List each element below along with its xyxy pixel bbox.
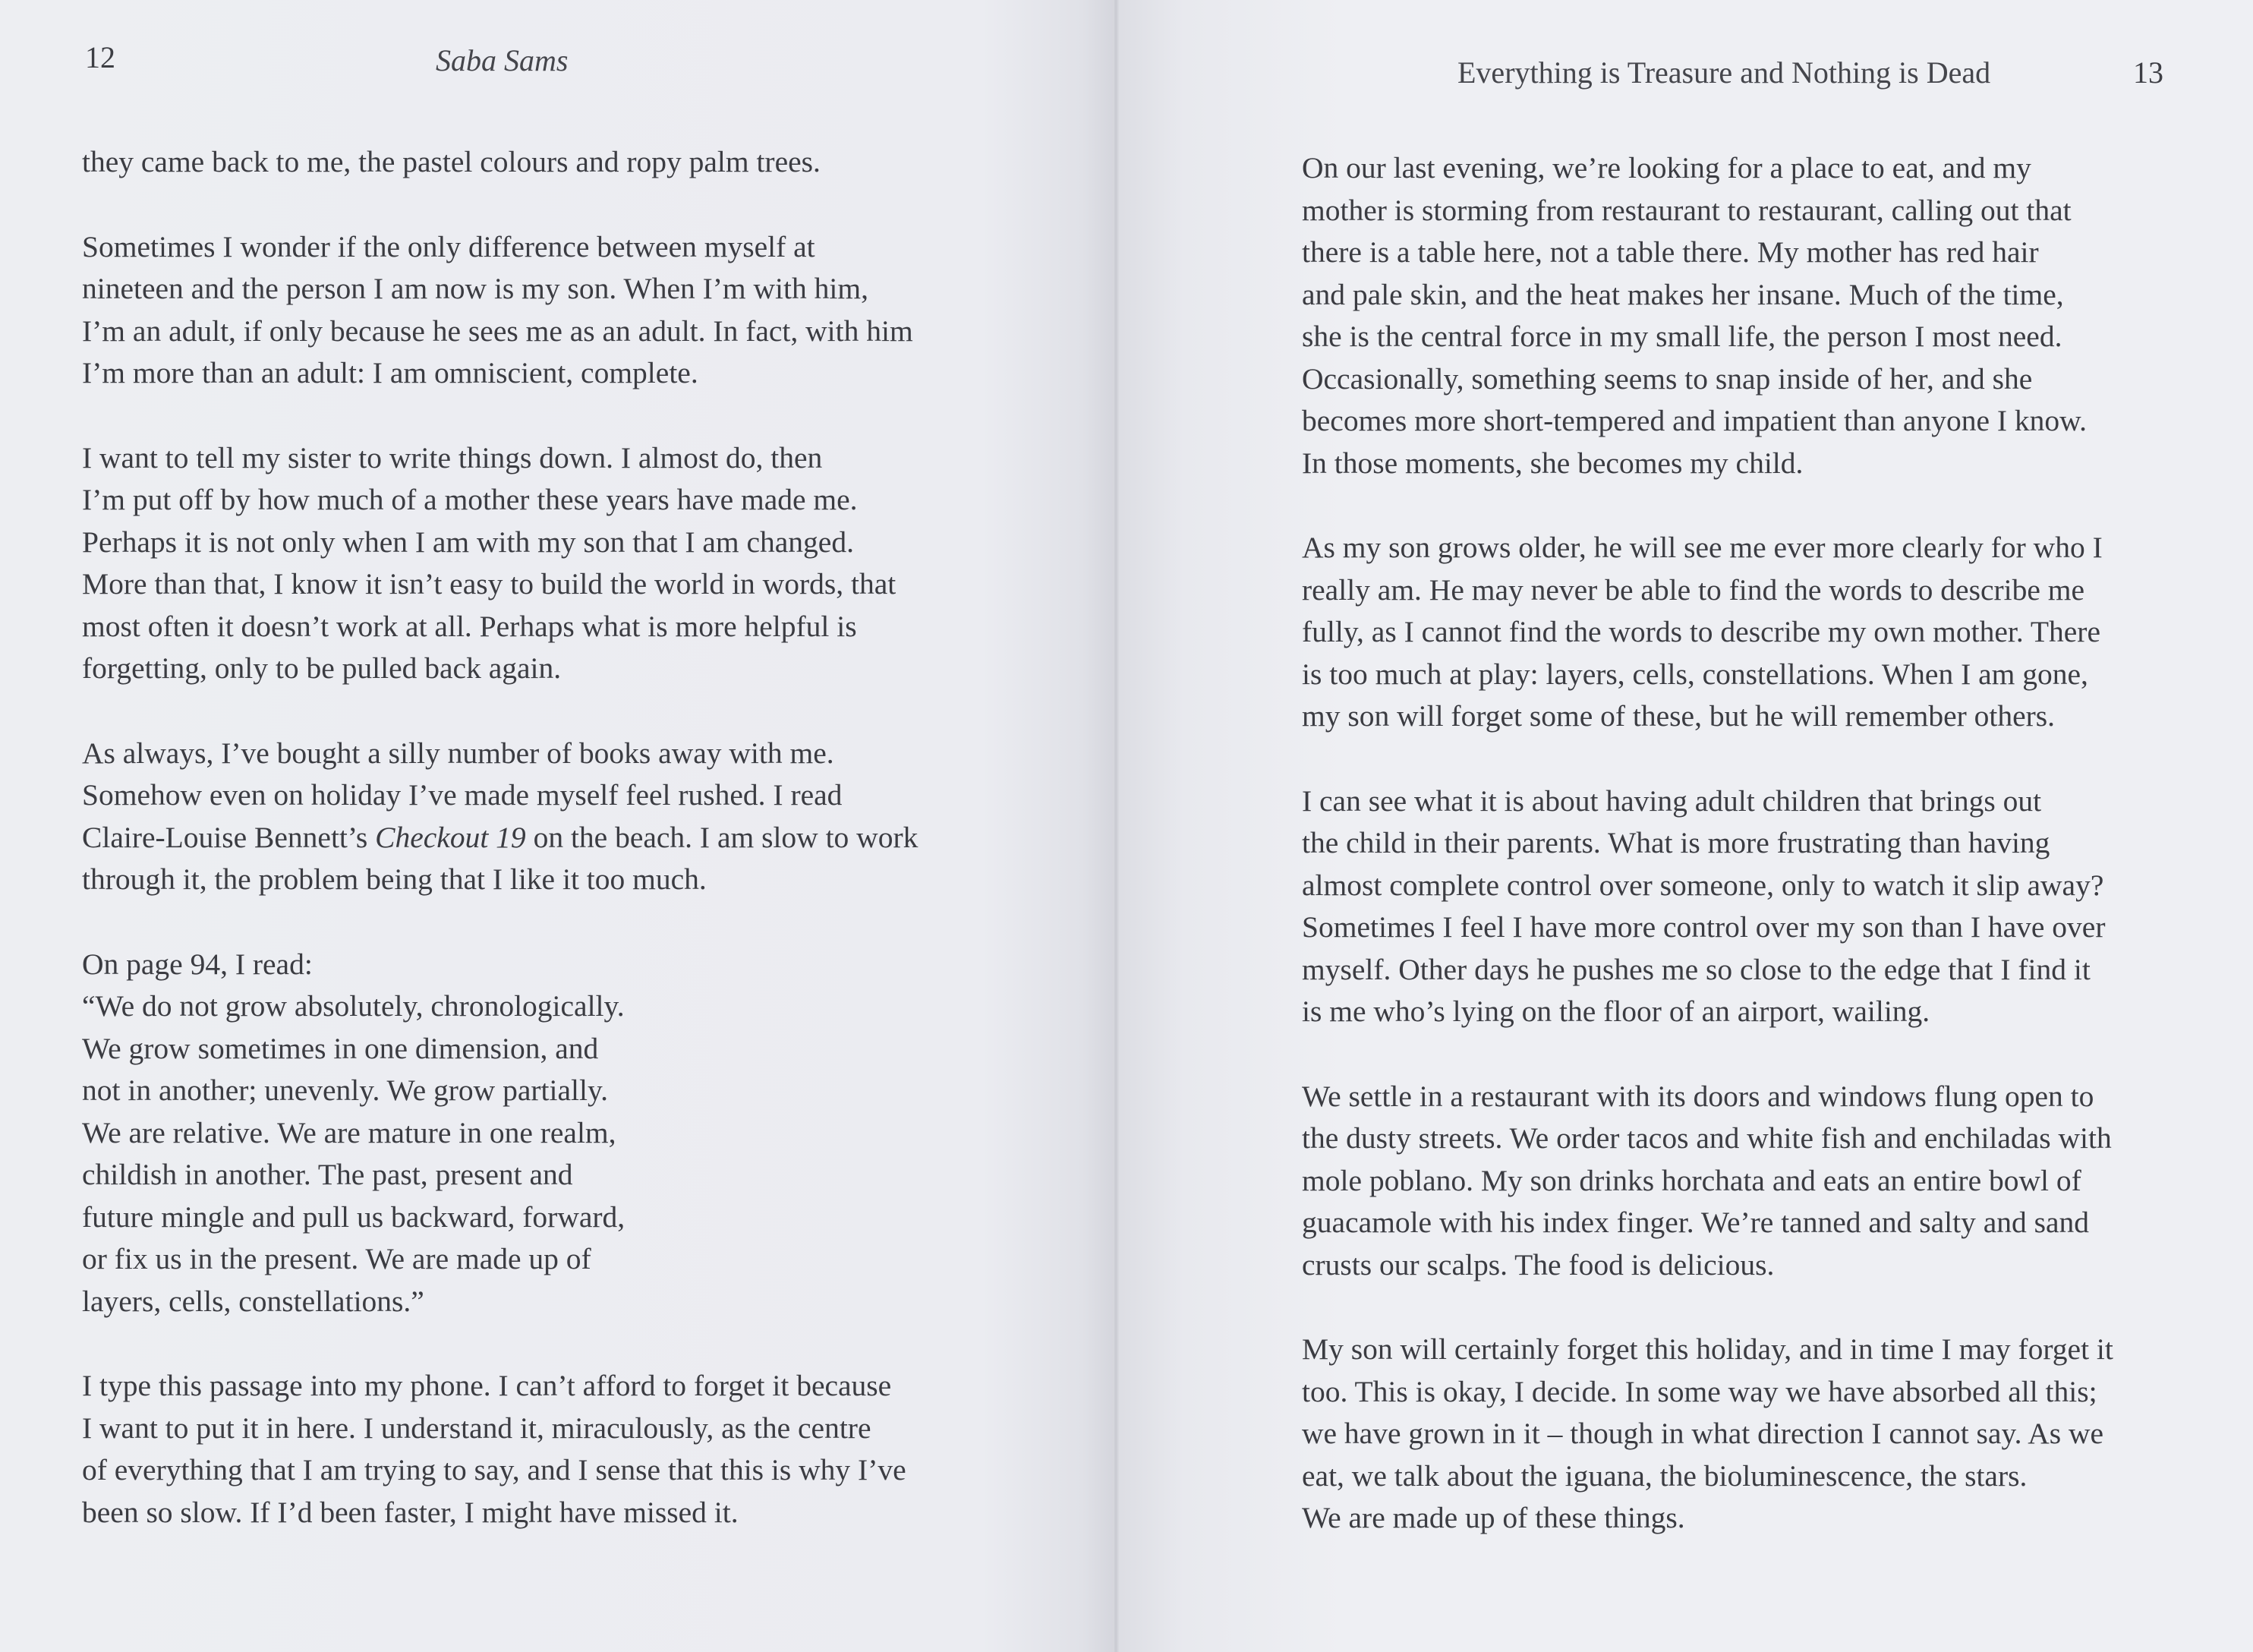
text-line: As my son grows older, he will see me ever more clearly for who I <box>1302 531 2103 564</box>
text-line: Sometimes I feel I have more control over my son than I have over <box>1302 910 2106 944</box>
quote-line: or fix us in the present. We are made up of <box>82 1242 591 1275</box>
text-line: Perhaps it is not only when I am with my son that I am changed. <box>82 525 854 559</box>
text-line: I want to tell my sister to write things down. I almost do, then <box>82 440 823 474</box>
text-line: eat, we talk about the iguana, the bioluminescence, the stars. <box>1302 1458 2028 1493</box>
quote-line: childish in another. The past, present and <box>82 1158 573 1191</box>
text-line: I want to put it in here. I understand it, miraculously, as the centre <box>82 1411 871 1445</box>
text-line: the dusty streets. We order tacos and white fish and enchiladas with <box>1302 1121 2112 1155</box>
left-page <box>0 0 1116 1652</box>
text-line: Somehow even on holiday I’ve made myself feel rushed. I read <box>82 778 843 812</box>
text-line: Occasionally, something seems to snap inside of her, and she <box>1302 361 2033 396</box>
text-line: becomes more short-tempered and impatient than anyone I know. <box>1302 404 2087 437</box>
right-page-number: 13 <box>2133 55 2163 90</box>
left-page-number: 12 <box>85 40 115 74</box>
text-line: In those moments, she becomes my child. <box>1302 446 1804 480</box>
text-line: is too much at play: layers, cells, constellations. When I am gone, <box>1302 657 2088 691</box>
text-line: the child in their parents. What is more frustrating than having <box>1302 826 2050 859</box>
quote-line: not in another; unevenly. We grow partially. <box>82 1073 609 1107</box>
quote-line: layers, cells, constellations.” <box>82 1284 424 1318</box>
text-line: my son will forget some of these, but he will remember others. <box>1302 699 2056 733</box>
paragraph <box>1302 527 2175 738</box>
text-line: I’m put off by how much of a mother these years have made me. <box>82 483 858 516</box>
paragraph <box>82 141 1099 184</box>
text-line: we have grown in it – though in what direction I cannot say. As we <box>1302 1417 2104 1450</box>
text-line: myself. Other days he pushes me so close to the edge that I find it <box>1302 952 2091 986</box>
text-line: We are made up of these things. <box>1302 1501 1685 1534</box>
text-line: On page 94, I read: <box>82 947 313 981</box>
text-line: I type this passage into my phone. I can’t afford to forget it because <box>82 1369 892 1402</box>
text-line: I’m an adult, if only because he sees me as an adult. In fact, with him <box>82 314 913 348</box>
book-title: Checkout 19 <box>375 820 526 854</box>
text-line: guacamole with his index finger. We’re tanned and salty and sand <box>1302 1206 2090 1239</box>
paragraph <box>82 1365 1099 1534</box>
text-line: mole poblano. My son drinks horchata and eats an entire bowl of <box>1302 1163 2081 1197</box>
text-line: most often it doesn’t work at all. Perhaps what is more helpful is <box>82 609 857 643</box>
text-line: through it, the problem being that I like it too much. <box>82 862 707 896</box>
text-line <box>82 817 1099 859</box>
text-fragment: on the beach. I am slow to work <box>525 820 919 854</box>
paragraph <box>1302 1076 2175 1287</box>
text-line: they came back to me, the pastel colours and ropy palm trees. <box>82 145 821 178</box>
quote-intro <box>82 944 1099 986</box>
text-line: been so slow. If I’d been faster, I might have missed it. <box>82 1495 739 1529</box>
text-line: there is a table here, not a table there. My mother has red hair <box>1302 235 2039 269</box>
paragraph <box>1302 780 2175 1033</box>
text-line: of everything that I am trying to say, and I sense that this is why I’ve <box>82 1453 906 1486</box>
paragraph <box>82 437 1099 690</box>
text-line: almost complete control over someone, only to watch it slip away? <box>1302 868 2104 902</box>
book-gutter <box>1113 0 1119 1652</box>
block-quote <box>82 985 1099 1323</box>
text-line: As always, I’ve bought a silly number of books away with me. <box>82 736 834 770</box>
quote-line: We are relative. We are mature in one realm, <box>82 1115 616 1149</box>
text-line: too. This is okay, I decide. In some way we have absorbed all this; <box>1302 1374 2097 1408</box>
paragraph <box>1302 1329 2175 1540</box>
text-line: On our last evening, we’re looking for a place to eat, and my <box>1302 151 2031 184</box>
text-line: and pale skin, and the heat makes her insane. Much of the time, <box>1302 277 2064 311</box>
paragraph <box>82 226 1099 395</box>
books-paragraph <box>82 733 1099 901</box>
right-body-text <box>1302 147 2175 1540</box>
text-line: really am. He may never be able to find the words to describe me <box>1302 572 2085 607</box>
left-running-head: Saba Sams <box>436 43 569 77</box>
quote-line: “We do not grow absolutely, chronologically. <box>82 989 625 1023</box>
text-line: Sometimes I wonder if the only difference between myself at <box>82 229 815 263</box>
text-line: nineteen and the person I am now is my son. When I’m with him, <box>82 272 868 305</box>
text-line: I can see what it is about having adult children that brings out <box>1302 783 2042 818</box>
right-running-head: Everything is Treasure and Nothing is Dead <box>1457 55 1991 90</box>
text-line: mother is storming from restaurant to restaurant, calling out that <box>1302 193 2072 227</box>
text-line: crusts our scalps. The food is delicious. <box>1302 1247 1775 1282</box>
text-line: is me who’s lying on the floor of an airport, wailing. <box>1302 995 1930 1028</box>
paragraph <box>1302 147 2175 484</box>
text-line: forgetting, only to be pulled back again. <box>82 651 562 685</box>
left-body-text <box>82 141 1099 1534</box>
quote-line: We grow sometimes in one dimension, and <box>82 1031 599 1065</box>
quote-line: future mingle and pull us backward, forward, <box>82 1200 625 1234</box>
text-fragment: Claire-Louise Bennett’s <box>82 820 376 854</box>
text-line: fully, as I cannot find the words to describe my own mother. There <box>1302 615 2100 648</box>
text-line: We settle in a restaurant with its doors and windows flung open to <box>1302 1079 2094 1113</box>
text-line: My son will certainly forget this holiday, and in time I may forget it <box>1302 1332 2113 1366</box>
text-line: I’m more than an adult: I am omniscient, complete. <box>82 356 698 389</box>
text-line: she is the central force in my small life, the person I most need. <box>1302 320 2062 353</box>
text-line: More than that, I know it isn’t easy to build the world in words, that <box>82 567 896 601</box>
